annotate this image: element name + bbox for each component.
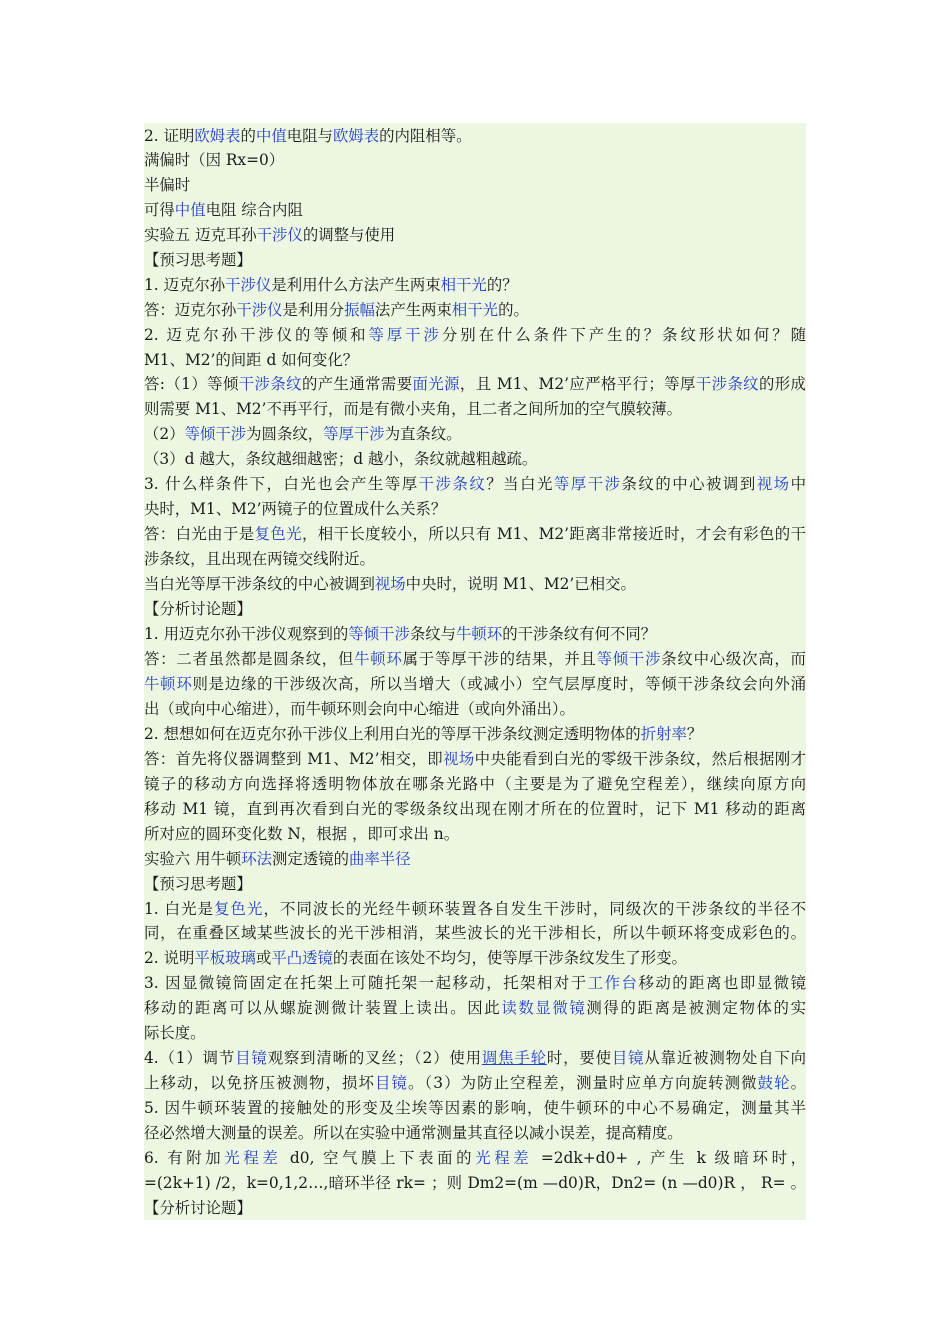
keyword-link[interactable]: 折射率 [640,725,687,743]
keyword-link[interactable]: 干涉条纹 [238,375,302,393]
text-span: 可得 [144,201,175,219]
text-span: 上移动，以免挤压被测物，损坏 [144,1074,375,1092]
text-span: 。（3）为防止空程差，测量时应单方向旋转测微 [407,1074,758,1092]
text-span: 条纹与 [409,625,457,643]
text-line [144,1171,806,1196]
keyword-link[interactable]: 等倾干涉 [348,625,410,643]
keyword-link[interactable]: 干涉仪 [225,276,272,294]
text-span: 央时，M1、M2’两镜子的位置成什么关系？ [144,500,447,518]
text-span: 当白光等厚干涉条纹的中心被调到 [144,575,375,593]
text-line [144,1046,806,1071]
text-line [144,1121,806,1146]
keyword-link[interactable]: 目镜 [611,1049,645,1067]
text-span: 为直条纹。 [384,425,462,443]
text-line [144,797,806,822]
keyword-link[interactable]: 干涉条纹 [418,475,487,493]
text-span: 半偏时 [144,176,191,194]
text-span: =(2k+1) /2，k=0,1,2…,暗环半径 rk= ；则 Dm2=(m —d0)R，Dn2= (n —d0)R ， R= 。 [144,1174,806,1192]
text-span: 的干涉条纹有何不同？ [502,625,657,643]
text-span: 则是边缘的干涉级次高，所以当增大（或减小）空气层厚度时，等倾干涉条纹会向外涌 [192,675,806,693]
keyword-link[interactable]: 环法 [241,850,273,868]
text-line [144,348,806,373]
text-span: 【分析讨论题】 [144,1199,252,1217]
text-span: 满偏时（因 Rx=0） [144,151,285,169]
text-span: ，且 M1、M2’应严格平行；等厚 [459,375,696,393]
text-line [144,971,806,996]
text-line [144,497,806,522]
text-line [144,372,806,397]
keyword-link[interactable]: 干涉仪 [256,226,303,244]
keyword-link[interactable]: 中值 [255,127,287,145]
text-line [144,847,806,872]
text-line [144,921,806,946]
text-line [144,822,806,847]
text-line [144,946,806,971]
text-line [144,1096,806,1121]
text-span: 移动的距离也即显微镜 [638,974,806,992]
text-span: 2. 想想如何在迈克尔孙干涉仪上利用白光的等厚干涉条纹测定透明物体的 [144,725,641,743]
text-span: 涉条纹，且出现在两镜交线附近。 [144,550,375,568]
text-line [144,124,806,149]
text-span: ？当白光 [486,475,554,493]
text-span: 答：二者虽然都是圆条纹，但 [144,650,355,668]
text-span: 答：首先将仪器调整到 M1、M2’相交，即 [144,750,444,768]
text-span: 的。 [498,301,529,319]
text-span: 1. 用迈克尔孙干涉仪观察到的 [144,625,349,643]
text-span: 所对应的圆环变化数 N，根据 ，即可求出 n。 [144,825,460,843]
text-span: 【预习思考题】 [144,875,252,893]
text-span: 测定透镜的 [272,850,350,868]
keyword-link[interactable]: 视场 [756,475,791,493]
text-line [144,472,806,497]
text-span: 答：迈克尔孙 [144,301,237,319]
text-line [144,1021,806,1046]
text-span: 测得的距离是被测定物体的实 [586,999,806,1017]
text-line [144,422,806,447]
text-line [144,397,806,422]
text-line [144,273,806,298]
text-span: 法产生两束 [374,301,452,319]
text-span: 的调整与使用 [302,226,396,244]
text-span: 或 [255,949,272,967]
text-span: M1、M2’的间距 d 如何变化？ [144,351,359,369]
text-line [144,597,806,622]
text-span: 3. 因显微镜筒固定在托架上可随托架一起移动，托架相对于 [144,974,588,992]
keyword-link[interactable]: 牛顿环 [144,675,193,693]
keyword-link[interactable]: 干涉条纹 [695,375,759,393]
text-line [144,522,806,547]
text-span: 分别在什么条件下产生的？条纹形状如何？随 [441,326,806,344]
keyword-link[interactable]: 视场 [443,750,475,768]
keyword-link[interactable]: 视场 [374,575,406,593]
text-span: 是利用分 [282,301,345,319]
text-span: 。 [790,1074,806,1092]
text-line [144,148,806,173]
text-line [144,697,806,722]
text-span: ？ [686,725,703,743]
text-line [144,872,806,897]
text-span: 属于等厚干涉的结果，并且 [402,650,597,668]
keyword-link[interactable]: 复色光 [214,900,264,918]
text-line [144,223,806,248]
text-line [144,747,806,772]
keyword-link[interactable]: 目镜 [374,1074,408,1092]
text-span: 观察到清晰的叉丝；（2）使用 [267,1049,482,1067]
text-span: 从靠近被测物处自下向 [644,1049,806,1067]
text-span: 6. 有附加 [144,1149,225,1167]
keyword-link[interactable]: 振幅 [344,301,375,319]
text-span: 的产生通常需要 [301,375,413,393]
text-span: 移动 M1 镜，直到再次看到白光的零级条纹出现在刚才所在的位置时，记下 M1 移动的距离 [144,800,806,818]
text-span: 为圆条纹， [246,425,324,443]
text-span: 实验五 迈克耳孙 [144,226,257,244]
keyword-link[interactable]: 相干光 [451,301,499,319]
keyword-link[interactable]: 鼓轮 [757,1074,791,1092]
text-line [144,672,806,697]
text-line [144,447,806,472]
text-span: 径必然增大测量的误差。所以在实验中通常测量其直径以减小误差，提高精度。 [144,1124,683,1142]
text-span: 1. 迈克尔孙 [144,276,226,294]
text-span: 答:（1）等倾 [144,375,239,393]
keyword-link[interactable]: 等厚干涉 [553,475,622,493]
text-span: 的？ [486,276,518,294]
text-line [144,996,806,1021]
keyword-link[interactable]: 复色光 [254,525,302,543]
keyword-link[interactable]: 等倾干涉 [184,425,247,443]
text-span: 条纹的中心被调到 [621,475,757,493]
text-span: =2dk+d0+ , 产生 k 级暗环时， [532,1149,806,1167]
keyword-link[interactable]: 平板玻璃 [194,949,256,967]
text-line [144,1196,806,1221]
text-span: 中 [790,475,806,493]
text-span: 镜子的移动方向选择将透明物体放在哪条光路中（主要是为了避免空程差），继续向原方向 [144,775,806,793]
text-span: 答：白光由于是 [144,525,255,543]
keyword-link[interactable]: 等厚干涉 [368,326,442,344]
text-line [144,1146,806,1171]
text-span: 中央时，说明 M1、M2’已相交。 [405,575,636,593]
keyword-link[interactable]: 调焦手轮 [481,1049,547,1067]
keyword-link[interactable]: 牛顿环 [456,625,503,643]
text-span: 移动的距离可以从螺旋测微计装置上读出。因此 [144,999,502,1017]
text-span: 电阻 综合内阻 [205,201,303,219]
text-line [144,572,806,597]
keyword-link[interactable]: 工作台 [587,974,639,992]
text-span: 2. 迈克尔孙干涉仪的等倾和 [144,326,369,344]
text-span: 是利用什么方法产生两束 [271,276,441,294]
keyword-link[interactable]: 平凸透镜 [271,949,333,967]
text-span: 4.（1）调节 [144,1049,236,1067]
text-line [144,647,806,672]
text-span: 中央能看到白光的零级干涉条纹，然后根据刚才 [474,750,806,768]
text-span: 时，要使 [546,1049,612,1067]
text-span: d0, 空气膜上下表面的 [281,1149,476,1167]
text-line [144,173,806,198]
text-line [144,198,806,223]
keyword-link[interactable]: 曲率半径 [349,850,411,868]
keyword-link[interactable]: 面光源 [412,375,460,393]
keyword-link[interactable]: 等厚干涉 [323,425,385,443]
text-line [144,323,806,348]
text-span: 的 [240,127,256,145]
text-span: 的内阻相等。 [379,127,472,145]
text-span: 2. 证明 [144,127,195,145]
text-span: 5. 因牛顿环装置的接触处的形变及尘埃等因素的影响，使牛顿环的中心不易确定，测量其半 [144,1099,806,1117]
text-span: 【分析讨论题】 [144,600,252,618]
keyword-link[interactable]: 干涉仪 [236,301,283,319]
text-line [144,772,806,797]
text-span: 的表面在该处不均匀，使等厚干涉条纹发生了形变。 [332,949,687,967]
keyword-link[interactable]: 中值 [174,201,206,219]
keyword-link[interactable]: 欧姆表 [332,127,380,145]
keyword-link[interactable]: 相干光 [440,276,487,294]
keyword-link[interactable]: 读数显微镜 [501,999,587,1017]
text-line [144,897,806,922]
keyword-link[interactable]: 光程差 [224,1149,282,1167]
text-line [144,1071,806,1096]
text-line [144,248,806,273]
text-line [144,722,806,747]
text-span: ，不同波长的光经牛顿环装置各自发生干涉时，同级次的干涉条纹的半径不 [263,900,806,918]
text-span: 3. 什么样条件下，白光也会产生等厚 [144,475,419,493]
text-span: 实验六 用牛顿 [144,850,242,868]
text-span: 同，在重叠区域某些波长的光干涉相消，某些波长的光干涉相长，所以牛顿环将变成彩色的。 [144,924,806,942]
text-span: 【预习思考题】 [144,251,252,269]
keyword-link[interactable]: 牛顿环 [354,650,403,668]
text-span: （2） [144,425,185,443]
keyword-link[interactable]: 目镜 [235,1049,268,1067]
text-line [144,298,806,323]
text-span: 则需要 M1、M2’不再平行，而是有微小夹角，且二者之间所加的空气膜较薄。 [144,400,682,418]
text-span: （3）d 越大，条纹越细越密；d 越小，条纹就越粗越疏。 [144,450,538,468]
text-span: 电阻与 [286,127,333,145]
text-span: 际长度。 [144,1024,206,1042]
keyword-link[interactable]: 光程差 [475,1149,533,1167]
keyword-link[interactable]: 等倾干涉 [596,650,662,668]
text-span: 的形成 [758,375,806,393]
keyword-link[interactable]: 欧姆表 [194,127,241,145]
text-span: 出（或向中心缩进），而牛顿环则会向中心缩进（或向外涌出）。 [144,700,575,718]
text-span: 条纹中心级次高，而 [661,650,806,668]
text-line [144,622,806,647]
text-span: 1. 白光是 [144,900,215,918]
text-span: 2. 说明 [144,949,195,967]
text-line [144,547,806,572]
text-span: ，相干长度较小，所以只有 M1、M2’距离非常接近时，才会有彩色的干 [301,525,806,543]
